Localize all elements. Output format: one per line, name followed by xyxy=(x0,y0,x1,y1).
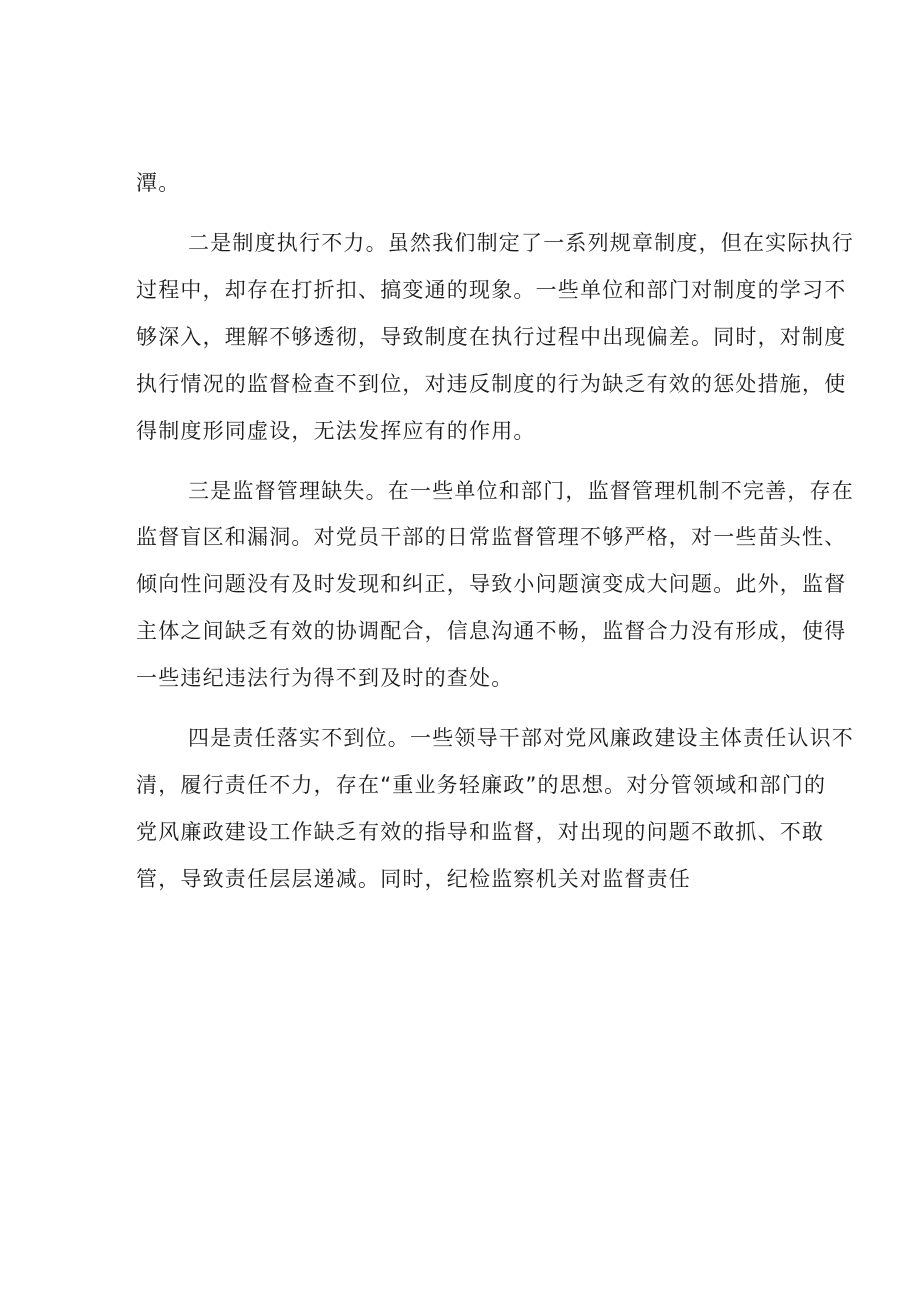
text-line: 党风廉政建设工作缺乏有效的指导和监督，对出现的问题不敢抓、不敢 xyxy=(136,820,825,844)
text-line: 主体之间缺乏有效的协调配合，信息沟通不畅，监督合力没有形成，使得 xyxy=(136,619,847,643)
text-line: 倾向性问题没有及时发现和纠正，导致小问题演变成大问题。此外，监督 xyxy=(136,572,847,596)
text-line: 得制度形同虚设，无法发挥应有的作用。 xyxy=(136,419,536,443)
text-line: 一些违纪违法行为得不到及时的查处。 xyxy=(136,666,514,690)
text-line: 潭。 xyxy=(136,171,181,195)
text-line: 执行情况的监督检查不到位，对违反制度的行为缺乏有效的惩处措施，使 xyxy=(136,372,847,396)
text-line: 过程中，却存在打折扣、搞变通的现象。一些单位和部门对制度的学习不 xyxy=(136,278,847,302)
paragraph-3-first-line: 三是监督管理缺失。在一些单位和部门，监督管理机制不完善，存在 xyxy=(188,479,854,503)
paragraph-2-first-line: 二是制度执行不力。虽然我们制定了一系列规章制度，但在实际执行 xyxy=(188,231,854,255)
text-line: 够深入，理解不够透彻，导致制度在执行过程中出现偏差。同时，对制度 xyxy=(136,325,847,349)
text-line: 管，导致责任层层递减。同时，纪检监察机关对监督责任 xyxy=(136,867,691,891)
text-line: 清，履行责任不力，存在“重业务轻廉政”的思想。对分管领域和部门的 xyxy=(136,773,827,797)
text-line: 监督盲区和漏洞。对党员干部的日常监督管理不够严格，对一些苗头性、 xyxy=(136,525,847,549)
paragraph-4-first-line: 四是责任落实不到位。一些领导干部对党风廉政建设主体责任认识不 xyxy=(188,726,854,750)
